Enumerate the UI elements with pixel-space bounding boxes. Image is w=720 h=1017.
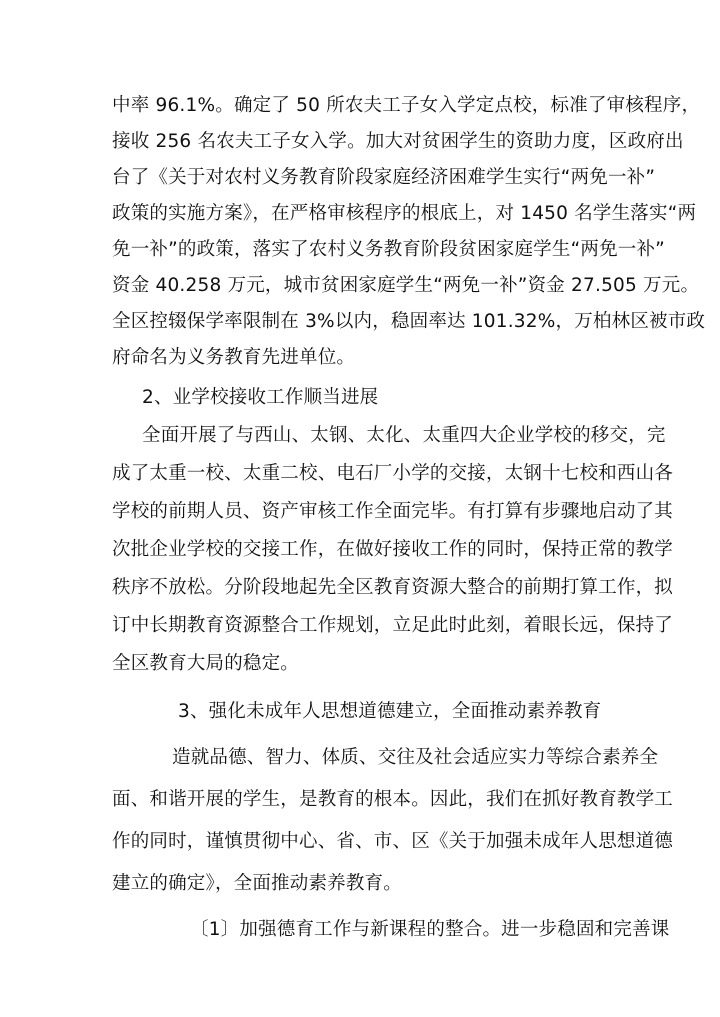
paragraph-line: 接收 256 名农夫工子女入学。加大对贫困学生的资助力度，区政府出 (112, 131, 684, 152)
paragraph-line: 资金 40.258 万元，城市贫困家庭学生“两免一补”资金 27.505 万元。 (112, 275, 700, 296)
paragraph-line: 造就品德、智力、体质、交往及社会适应实力等综合素养全 (172, 747, 659, 768)
paragraph-line: 建立的确定》，全面推动素养教育。 (112, 873, 402, 894)
paragraph-line: 秩序不放松。分阶段地起先全区教育资源大整合的前期打算工作，拟 (112, 577, 674, 598)
subsection-heading-1: 〔1〕加强德育工作与新课程的整合。进一步稳固和完善课 (190, 919, 670, 940)
paragraph-line: 订中长期教育资源整合工作规划，立足此时此刻，着眼长远，保持了 (112, 615, 674, 636)
paragraph-line: 次批企业学校的交接工作，在做好接收工作的同时，保持正常的教学 (112, 539, 674, 560)
paragraph-line: 台了《关于对农村义务教育阶段家庭经济困难学生实行“两免一补” (112, 167, 656, 188)
paragraph-line: 学校的前期人员、资产审核工作全面完毕。有打算有步骤地启动了其 (112, 501, 674, 522)
paragraph-line: 作的同时，谨慎贯彻中心、省、市、区《关于加强未成年人思想道德 (112, 831, 674, 852)
paragraph-line: 成了太重一校、太重二校、电石厂小学的交接，太钢十七校和西山各 (112, 463, 674, 484)
paragraph-line: 政策的实施方案》，在严格审核程序的根底上，对 1450 名学生落实“两 (112, 203, 697, 224)
paragraph-line: 全面开展了与西山、太钢、太化、太重四大企业学校的移交，完 (142, 425, 666, 446)
paragraph-line: 府命名为义务教育先进单位。 (112, 347, 356, 368)
paragraph-line: 全区教育大局的稳定。 (112, 653, 300, 674)
paragraph-line: 面、和谐开展的学生，是教育的根本。因此，我们在抓好教育教学工 (112, 789, 674, 810)
section-heading-3: 3、强化未成年人思想道德建立，全面推动素养教育 (178, 701, 602, 722)
paragraph-line: 全区控辍保学率限制在 3%以内，稳固率达 101.32%，万柏林区被市政 (112, 311, 706, 332)
paragraph-line: 免一补”的政策，落实了农村义务教育阶段贫困家庭学生“两免一补” (112, 239, 665, 260)
paragraph-line: 中率 96.1%。确定了 50 所农夫工子女入学定点校，标准了审核程序， (112, 95, 701, 116)
section-heading-2: 2、业学校接收工作顺当进展 (142, 387, 379, 408)
